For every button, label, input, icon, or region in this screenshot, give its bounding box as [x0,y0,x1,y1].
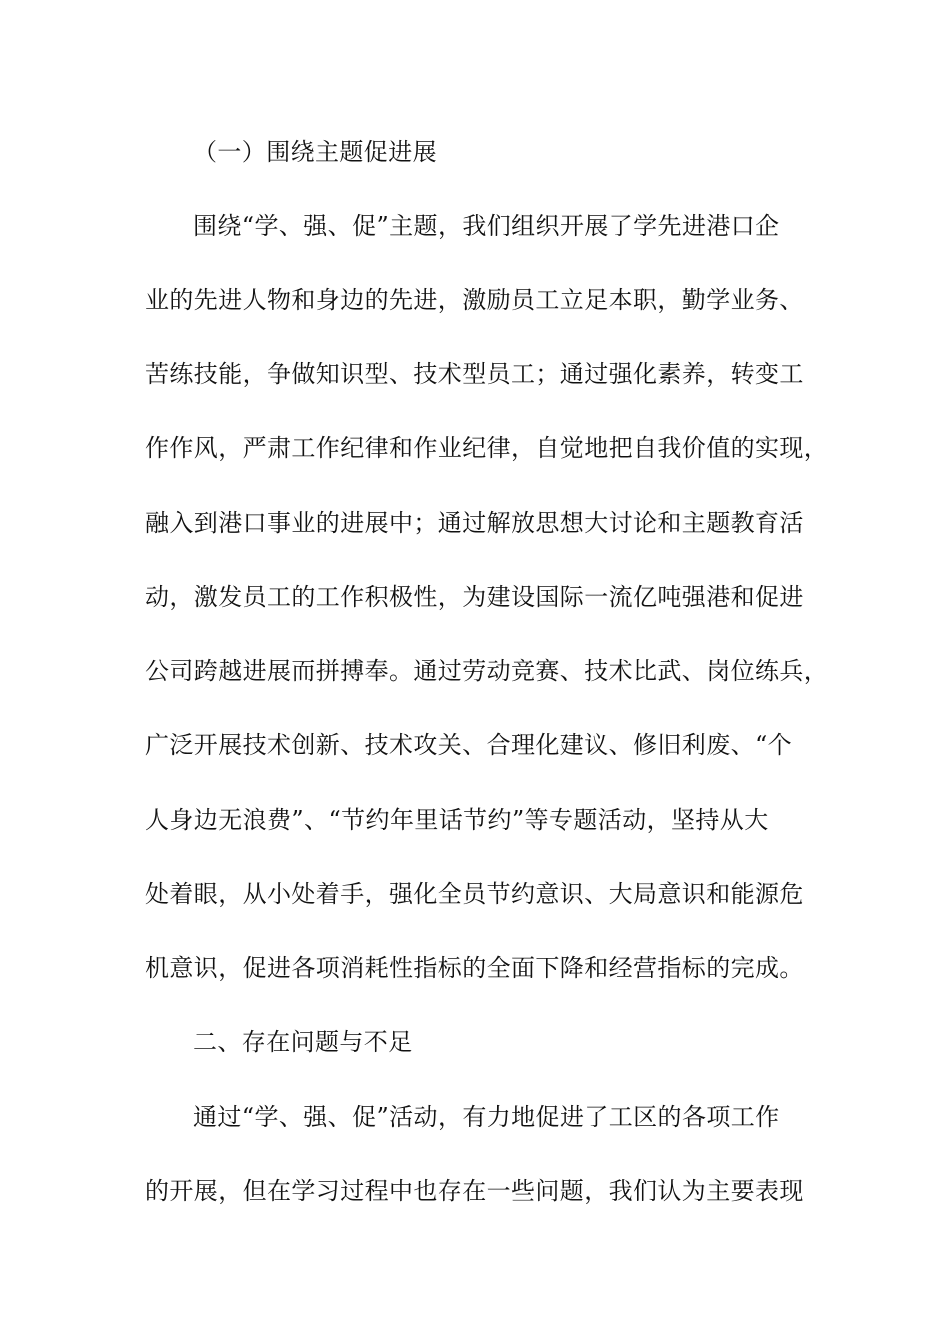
paragraph-line: 业的先进人物和身边的先进，激励员工立足本职，勤学业务、 [145,286,804,314]
paragraph-line: 广泛开展技术创新、技术攻关、合理化建议、修旧利废、“个 [145,731,793,759]
paragraph-line: 苦练技能，争做知识型、技术型员工；通过强化素养，转变工 [145,360,804,388]
paragraph-line: 处着眼，从小处着手，强化全员节约意识、大局意识和能源危 [145,880,804,908]
paragraph-line: 公司跨越进展而拼搏奉。通过劳动竞赛、技术比武、岗位练兵， [145,657,829,685]
section-heading: （一）围绕主题促进展 [193,138,437,166]
paragraph-line: 围绕“学、强、促”主题，我们组织开展了学先进港口企 [193,212,780,240]
paragraph-line: 人身边无浪费”、“节约年里话节约”等专题活动，坚持从大 [145,806,769,834]
paragraph-line: 融入到港口事业的进展中；通过解放思想大讨论和主题教育活 [145,509,804,537]
paragraph-line: 的开展，但在学习过程中也存在一些问题，我们认为主要表现 [145,1177,804,1205]
paragraph-line: 机意识，促进各项消耗性指标的全面下降和经营指标的完成。 [145,954,804,982]
paragraph-line: 动，激发员工的工作积极性，为建设国际一流亿吨强港和促进 [145,583,804,611]
paragraph-line: 作作风，严肃工作纪律和作业纪律，自觉地把自我价值的实现， [145,434,829,462]
section-heading: 二、存在问题与不足 [193,1028,413,1056]
paragraph-line: 通过“学、强、促”活动，有力地促进了工区的各项工作 [193,1103,780,1131]
